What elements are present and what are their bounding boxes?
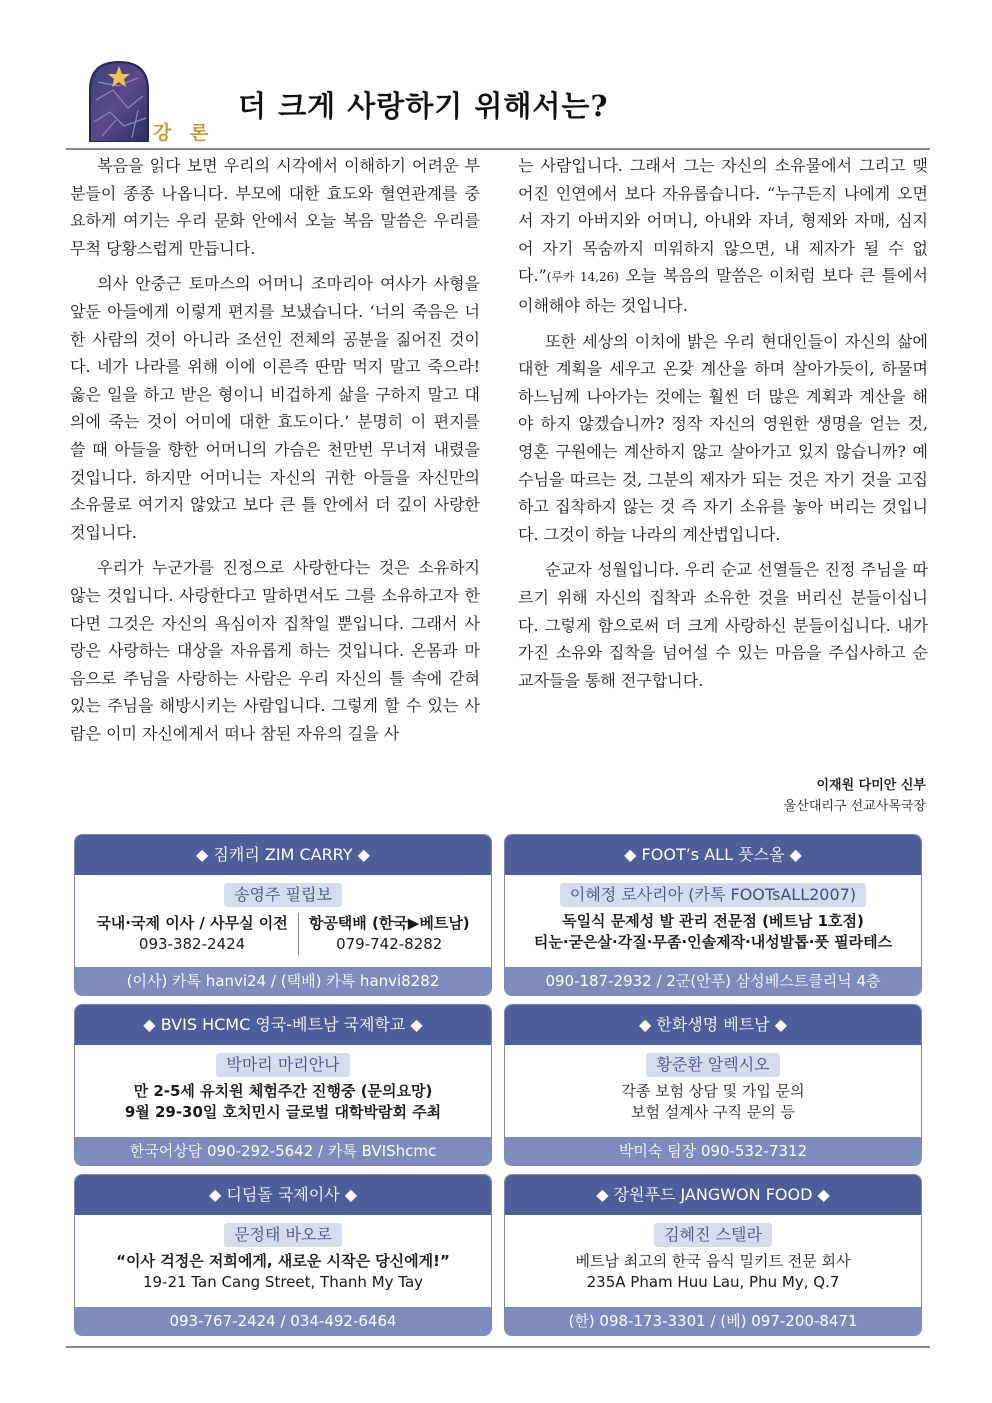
ad-line: 베트남 최고의 한국 음식 밀키트 전문 회사 xyxy=(575,1252,851,1270)
ad-description xyxy=(75,1081,491,1123)
ad-didimdol xyxy=(74,1174,492,1336)
homily-paragraph: 순교자 성월입니다. 우리 순교 선열들은 진정 주님을 따르기 위해 자신의 집착과 소유한 것을 버리신 분들이십니다. 그렇게 함으로써 더 크게 사랑하신 분들이십니다. 내가 가진 소유와 집착을 넘어설 수 있는 마음을 주십사하고 순교자들을 통해 전구합니다. xyxy=(518,560,928,690)
top-divider xyxy=(66,148,930,150)
ad-line: 만 2-5세 유치원 체험주간 진행중 (문의요망) xyxy=(133,1082,433,1100)
ad-line: 독일식 문제성 발 관리 전문점 (베트남 1호점) xyxy=(562,912,864,930)
ad-footer: 한국어상담 090-292-5642 / 카톡 BVIShcmc xyxy=(75,1137,491,1165)
ad-contact-name: 황준환 알렉시오 xyxy=(646,1053,779,1077)
ad-line: 9월 29-30일 호치민시 글로벌 대학박람회 주최 xyxy=(124,1103,442,1121)
ad-title: ◆ 디딤돌 국제이사 ◆ xyxy=(75,1175,491,1215)
ad-footer: (한) 098-173-3301 / (베) 097-200-8471 xyxy=(505,1307,921,1335)
ad-contact-name: 박마리 마리안나 xyxy=(216,1053,349,1077)
section-label: 강 론 xyxy=(153,122,215,144)
ad-contact-name: 김혜진 스텔라 xyxy=(654,1223,772,1247)
author-role: 울산대리구 선교사목국장 xyxy=(783,799,926,814)
ad-title: ◆ 한화생명 베트남 ◆ xyxy=(505,1005,921,1045)
ad-footer: (이사) 카톡 hanvi24 / (택배) 카톡 hanvi8282 xyxy=(75,967,491,995)
page-title: 더 크게 사랑하기 위해서는? xyxy=(238,89,609,123)
ad-contact-name: 문정태 바오로 xyxy=(224,1223,342,1247)
ad-address: 235A Pham Huu Lau, Phu My, Q.7 xyxy=(586,1273,840,1291)
ad-footer: 박미숙 팀장 090-532-7312 xyxy=(505,1137,921,1165)
ad-contact-name: 이혜정 로사리아 (카톡 FOOTsALL2007) xyxy=(560,883,866,907)
ad-description xyxy=(505,1251,921,1293)
bottom-divider xyxy=(66,1346,930,1348)
ad-jangwon-food xyxy=(504,1174,922,1336)
stained-glass-logo-icon xyxy=(88,60,150,142)
continued-text: 는 사람입니다. 그래서 그는 자신의 소유물에서 그리고 맺어진 인연에서 보다 자유롭습니다. “누구든지 나에게 오면서 자기 아버지와 어머니, 아내와 자녀, 형제와 자매, 심지어 자기 목숨까지 미워하지 않으면, 내 제자가 될 수 없다.” xyxy=(518,156,928,286)
homily-paragraph: 의사 안중근 토마스의 어머니 조마리아 여사가 사형을 앞둔 아들에게 이렇게 편지를 보냈습니다. ‘너의 죽음은 너 한 사람의 것이 아니라 조선인 전체의 공분을 짊어진 것이다. 네가 나라를 위해 이에 이른즉 딴맘 먹지 말고 죽으라! 옳은 일을 하고 받은 형이니 비겁하게 삶을 구하지 말고 대의에 죽는 것이 어미에 대한 효도이다.’ 분명히 이 편지를 쓸 때 아들을 향한 어머니의 가슴은 천만번 무너져 내렸을 것입니다. 하지만 어머니는 자신의 귀한 아들을 자신만의 소유물로 여기지 않았고 보다 큰 틀 안에서 더 깊이 사랑한 것입니다. xyxy=(70,274,480,542)
ad-bvis xyxy=(74,1004,492,1166)
service-moving: 국내·국제 이사 / 사무실 이전 xyxy=(96,914,288,932)
author-name: 이재원 다미안 신부 xyxy=(816,778,926,793)
ad-description xyxy=(505,911,921,953)
continued-text-end: 오늘 복음의 말씀은 이처럼 보다 큰 틀에서 이해해야 하는 것입니다. xyxy=(518,266,929,315)
ad-title: ◆ BVIS HCMC 영국-베트남 국제학교 ◆ xyxy=(75,1005,491,1045)
phone-courier: 079-742-8282 xyxy=(336,935,443,953)
homily-paragraph-continued xyxy=(518,152,928,320)
ad-services xyxy=(75,913,491,955)
ad-description xyxy=(75,1251,491,1293)
ad-description xyxy=(505,1081,921,1123)
homily-paragraph: 또한 세상의 이치에 밝은 우리 현대인들이 자신의 삶에 대한 계획을 세우고 온갖 계산을 하며 살아가듯이, 하물며 하느님께 나아가는 것에는 훨씬 더 많은 계획과 계산을 해야 하지 않겠습니까? 정작 자신의 영원한 생명을 얻는 것, 영혼 구원에는 계산하지 않고 살아가고 있지 않습니까? 예수님을 따르는 것, 그분의 제자가 되는 것은 자기 것을 고집하고 집착하지 않는 것 즉 자기 소유를 놓아 버리는 것입니다. 그것이 하늘 나라의 계산법입니다. xyxy=(518,331,928,544)
ad-line: 각종 보험 상담 및 가입 문의 xyxy=(621,1082,805,1100)
author-signature xyxy=(784,775,926,817)
phone-moving: 093-382-2424 xyxy=(138,935,246,953)
scripture-reference: (루카 14,26) xyxy=(546,270,619,285)
ad-line: 티눈·굳은살·각질·무좀·인솔제작·내성발톱·풋 필라테스 xyxy=(533,933,893,951)
ad-footer: 093-767-2424 / 034-492-6464 xyxy=(75,1307,491,1335)
ad-title: ◆ 짐캐리 ZIM CARRY ◆ xyxy=(75,835,491,875)
ad-zim-carry xyxy=(74,834,492,996)
ad-hanwha-life xyxy=(504,1004,922,1166)
ad-line: 보험 설계사 구직 문의 등 xyxy=(631,1103,795,1121)
service-air-courier: 항공택배 (한국▶베트남) xyxy=(308,914,470,932)
homily-right-column xyxy=(518,152,928,702)
homily-paragraph: 복음을 읽다 보면 우리의 시각에서 이해하기 어려운 부분들이 종종 나옵니다. 부모에 대한 효도와 혈연관계를 중요하게 여기는 우리 문화 안에서 오늘 복음 말씀은 우리를 무척 당황스럽게 만듭니다. xyxy=(70,156,480,258)
ad-contact-name: 송영주 필립보 xyxy=(224,883,342,907)
ad-footer: 090-187-2932 / 2군(안푸) 삼성베스트클리닉 4층 xyxy=(505,967,921,995)
ad-foots-all xyxy=(504,834,922,996)
ad-title: ◆ FOOT’s ALL 풋스올 ◆ xyxy=(505,835,921,875)
ad-slogan: “이사 걱정은 저희에게, 새로운 시작은 당신에게!” xyxy=(116,1252,450,1270)
ad-title: ◆ 장원푸드 JANGWON FOOD ◆ xyxy=(505,1175,921,1215)
page-header xyxy=(88,60,928,150)
homily-paragraph: 우리가 누군가를 진정으로 사랑한다는 것은 소유하지 않는 것입니다. 사랑한다고 말하면서도 그를 소유하고자 한다면 그것은 자신의 욕심이자 집착일 뿐입니다. 그래서 사랑은 사랑하는 대상을 자유롭게 하는 것입니다. 온몸과 마음으로 주님을 사랑하는 사람은 우리 자신의 틀 속에 갇혀 있는 주님을 해방시키는 사람입니다. 그렇게 할 수 있는 사람은 이미 자신에게서 떠나 참된 자유의 길을 사 xyxy=(70,558,480,743)
homily-left-column xyxy=(70,152,480,755)
ad-address: 19-21 Tan Cang Street, Thanh My Tay xyxy=(142,1273,424,1291)
